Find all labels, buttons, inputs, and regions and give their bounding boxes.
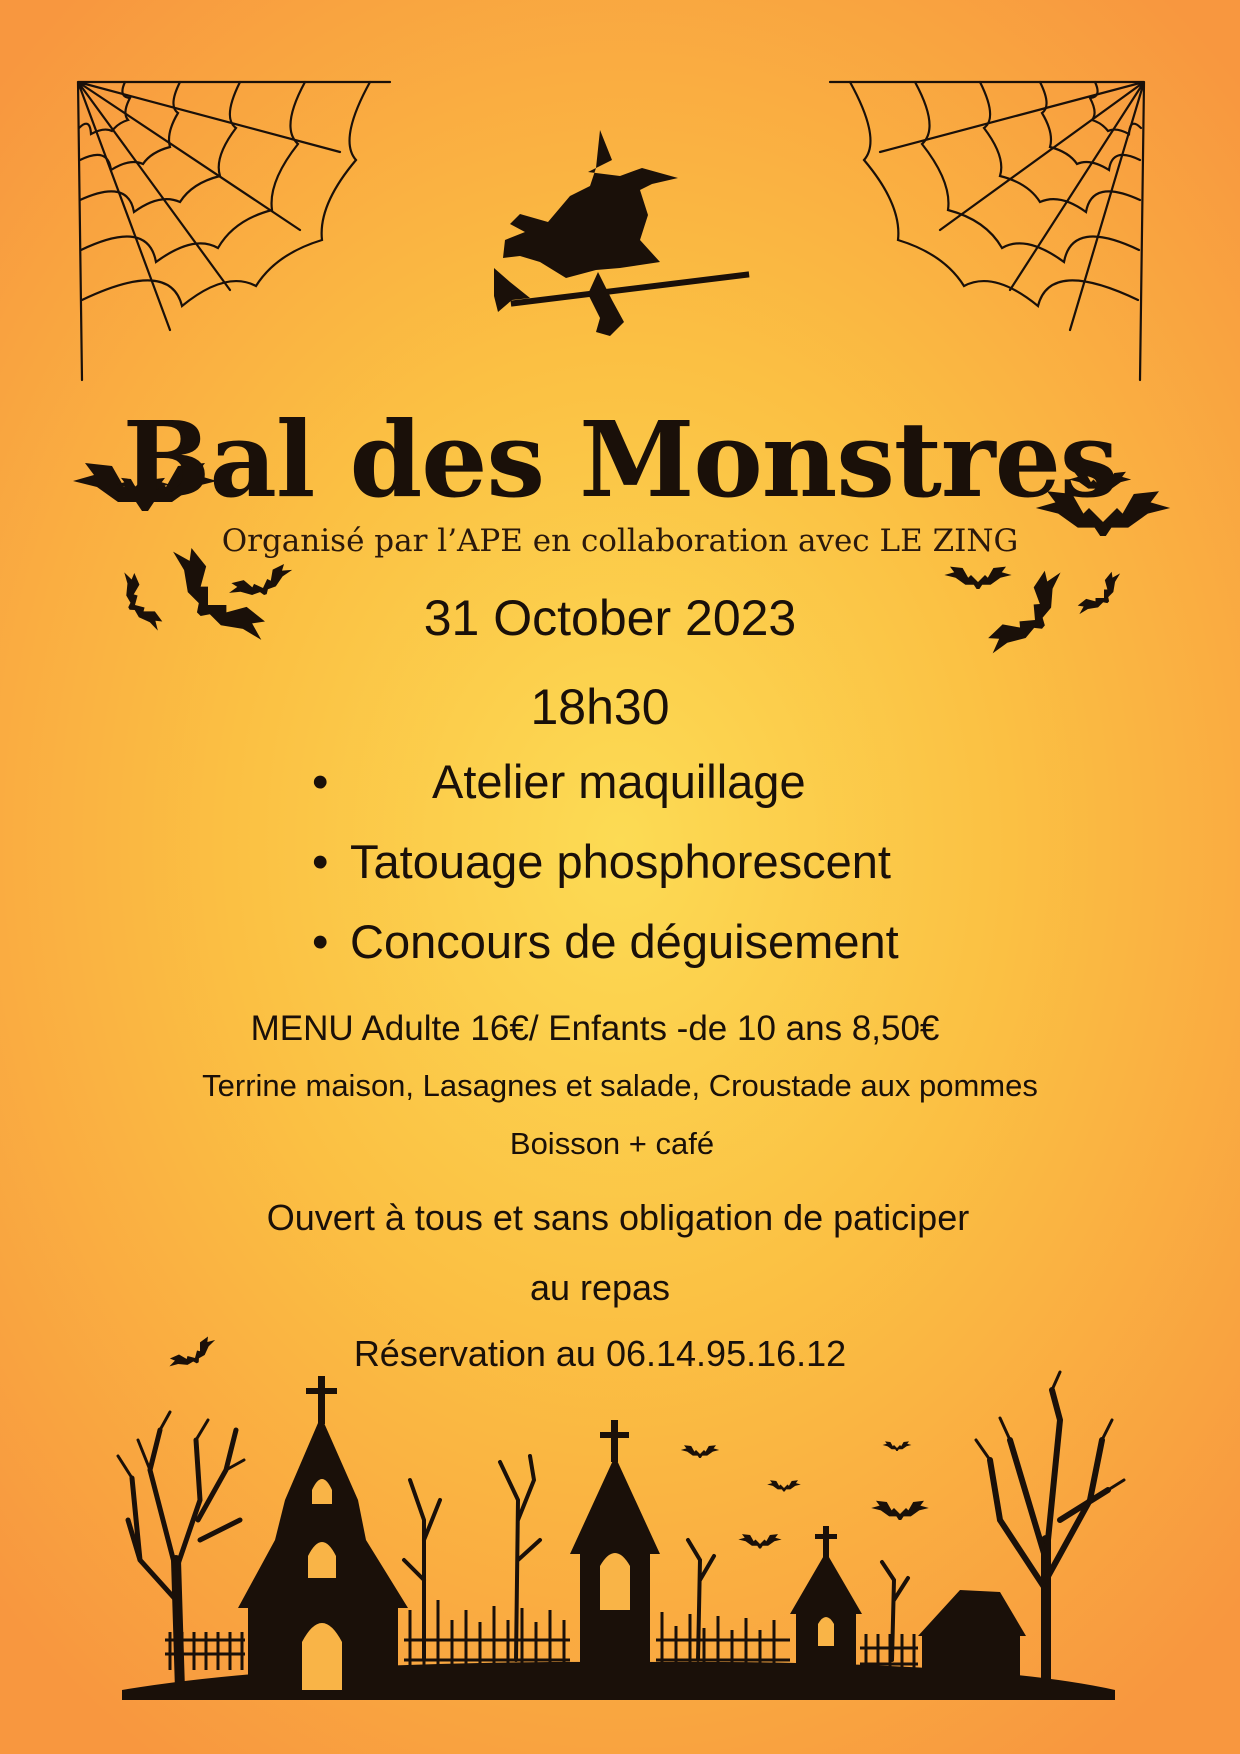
haunted-village-silhouette [118, 1372, 1124, 1700]
witch-on-broom-icon [494, 130, 749, 336]
spider-web-icon [78, 82, 390, 380]
activity-item [312, 832, 1032, 892]
open-to-all-line-2: au repas [529, 1267, 671, 1308]
bullet: • [312, 915, 329, 968]
open-to-all-line-1: Ouvert à tous et sans obligation de paticiper [266, 1197, 970, 1238]
church-icon [790, 1526, 862, 1678]
event-date: 31 October 2023 [423, 590, 797, 646]
bullet: • [312, 755, 329, 808]
bare-tree-icon [118, 1412, 244, 1690]
activity-item [312, 912, 1032, 972]
spider-web-icon [830, 82, 1144, 380]
church-icon [570, 1420, 660, 1676]
reservation-phone: Réservation au 06.14.95.16.12 [353, 1333, 847, 1374]
event-time: 18h30 [530, 679, 670, 735]
event-organizer: Organisé par l’APE en collaboration avec LE ZING [221, 523, 1019, 559]
activity-label: Atelier maquillage [432, 755, 806, 808]
menu-dishes: Terrine maison, Lasagnes et salade, Croustade aux pommes [202, 1068, 1038, 1103]
menu-heading: MENU Adulte 16€/ Enfants -de 10 ans 8,50€ [250, 1009, 940, 1048]
menu-drinks: Boisson + café [509, 1126, 715, 1161]
activity-label: Concours de déguisement [350, 915, 899, 968]
event-title: Bal des Monstres [122, 398, 1118, 521]
activity-item [312, 752, 1032, 812]
activity-label: Tatouage phosphorescent [350, 835, 891, 888]
bullet: • [312, 835, 329, 888]
